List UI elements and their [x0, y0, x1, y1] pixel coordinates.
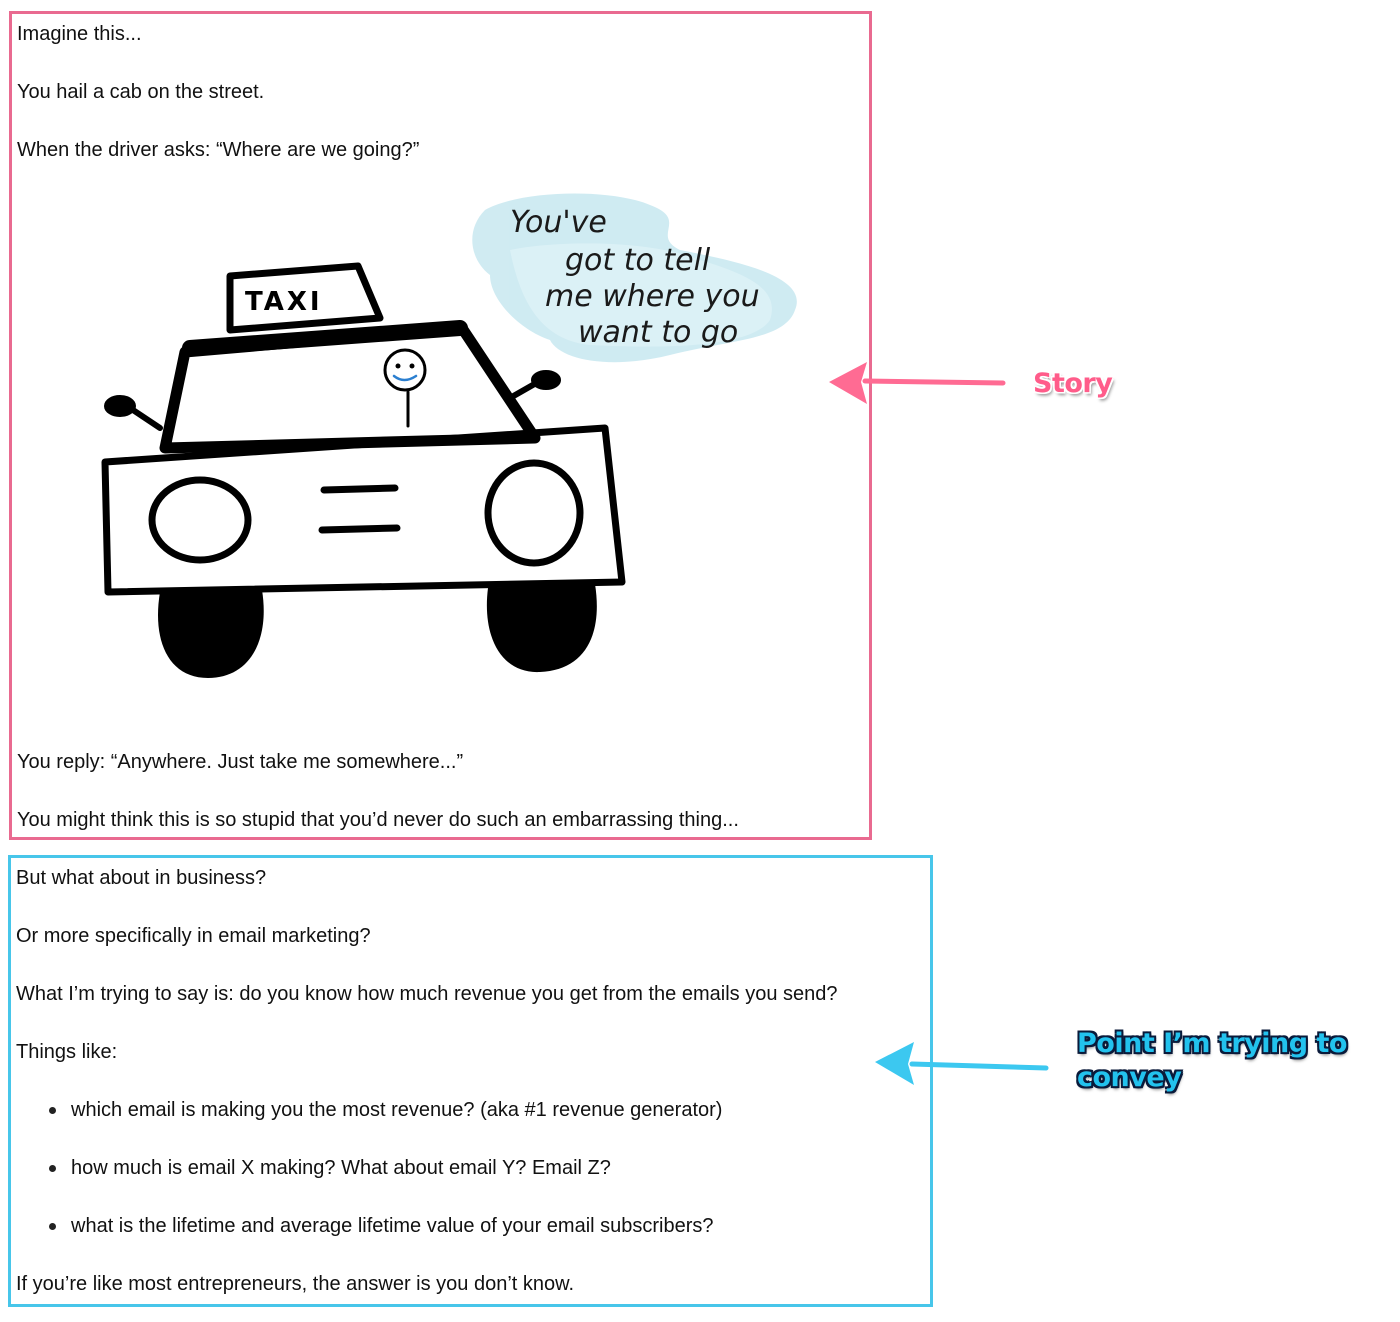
- bullet-dot-icon: [49, 1107, 56, 1114]
- story-line-3: When the driver asks: “Where are we going?”: [17, 139, 420, 161]
- story-line-1: Imagine this...: [17, 23, 142, 45]
- headlight-right: [488, 463, 580, 563]
- wheel-right: [487, 584, 597, 672]
- list-item-text: which email is making you the most revenue? (aka #1 revenue generator): [71, 1099, 723, 1121]
- speech-line-1: You've: [510, 205, 607, 240]
- point-annotation-label: Point I’m trying to convey: [1077, 1028, 1347, 1093]
- story-annotation-label: Story: [1033, 368, 1113, 399]
- story-line-4: You reply: “Anywhere. Just take me somewhere...”: [17, 751, 464, 773]
- left-arrow-icon: [872, 1040, 1052, 1088]
- left-arrow-icon: [825, 360, 1010, 410]
- bullet-dot-icon: [49, 1223, 56, 1230]
- headlight-left: [152, 480, 248, 560]
- bullet-dot-icon: [49, 1165, 56, 1172]
- story-line-2: You hail a cab on the street.: [17, 81, 265, 103]
- speech-line-2: got to tell: [565, 243, 711, 278]
- point-line-3: What I’m trying to say is: do you know how much revenue you get from the emails you send?: [16, 983, 838, 1005]
- list-item-text: how much is email X making? What about email Y? Email Z?: [71, 1157, 611, 1179]
- point-line-2: Or more specifically in email marketing?: [16, 925, 371, 947]
- taxi-illustration: [90, 180, 830, 700]
- speech-line-3: me where you: [545, 279, 760, 314]
- point-closing: If you’re like most entrepreneurs, the answer is you don’t know.: [16, 1273, 575, 1295]
- list-item-text: what is the lifetime and average lifetime value of your email subscribers?: [71, 1215, 714, 1237]
- point-section: [8, 855, 933, 1307]
- point-line-4: Things like:: [16, 1041, 118, 1063]
- driver-head: [385, 350, 425, 390]
- speech-line-4: want to go: [578, 315, 739, 350]
- taxi-sign-text: TAXI: [245, 287, 323, 317]
- wheel-left: [158, 590, 264, 678]
- point-line-1: But what about in business?: [16, 867, 267, 889]
- story-line-5: You might think this is so stupid that you’d never do such an embarrassing thing...: [17, 809, 739, 831]
